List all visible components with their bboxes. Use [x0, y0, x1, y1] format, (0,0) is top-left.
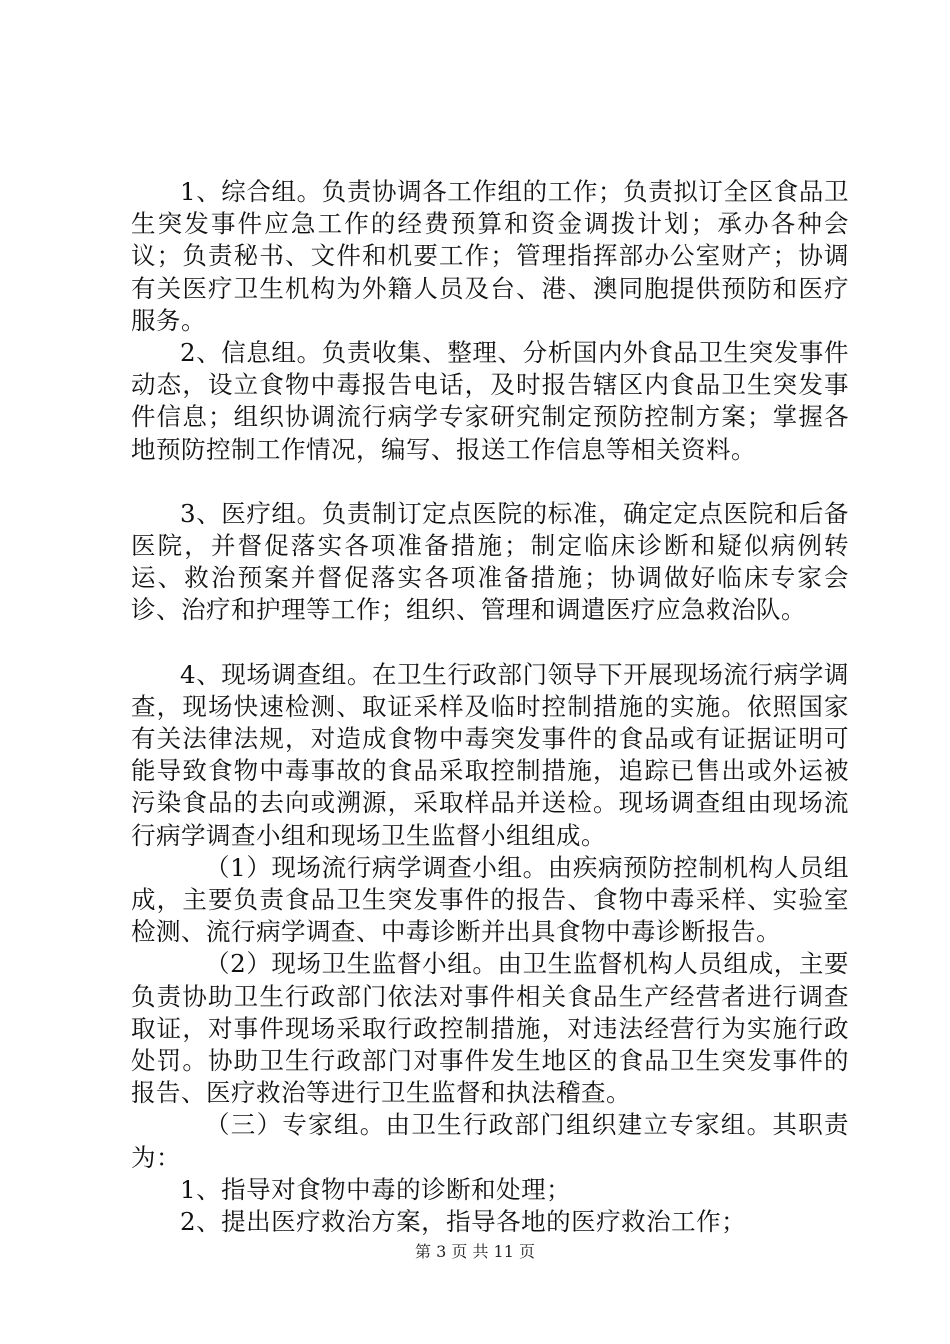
paragraph-supervision-subgroup: （2）现场卫生监督小组。由卫生监督机构人员组成，主要负责协助卫生行政部门依法对事件相关食品生产经营者进行调查取证，对事件现场采取行政控制措施，对违法经营行为实施行政处罚。协助卫生行政部门对事件发生地区的食品卫生突发事件的报告、医疗救治等进行卫生监督和执法稽查。: [131, 949, 849, 1108]
paragraph-expert-group: （三）专家组。由卫生行政部门组织建立专家组。其职责为：: [131, 1110, 849, 1172]
paragraph-field-investigation-group: 4、现场调查组。在卫生行政部门领导下开展现场流行病学调查，现场快速检测、取证采样及临时控制措施的实施。依照国家有关法律法规，对造成食物中毒突发事件的食品或有证据证明可能导致食物中毒事故的食品采取控制措施，追踪已售出或外运被污染食品的去向或溯源，采取样品并送检。现场调查组由现场流行病学调查小组和现场卫生监督小组组成。: [131, 659, 849, 850]
page-number-footer: 第 3 页 共 11 页: [415, 1242, 535, 1261]
paragraph-general-group: 1、综合组。负责协调各工作组的工作；负责拟订全区食品卫生突发事件应急工作的经费预算和资金调拨计划；承办各种会议；负责秘书、文件和机要工作；管理指挥部办公室财产；协调有关医疗卫生机构为外籍人员及台、港、澳同胞提供预防和医疗服务。: [131, 177, 849, 335]
list-item-duty-2: 2、提出医疗救治方案，指导各地的医疗救治工作；: [180, 1207, 747, 1237]
list-item-duty-1: 1、指导对食物中毒的诊断和处理；: [180, 1174, 572, 1204]
paragraph-medical-group: 3、医疗组。负责制订定点医院的标准，确定定点医院和后备医院，并督促落实各项准备措施；制定临床诊断和疑似病例转运、救治预案并督促落实各项准备措施；协调做好临床专家会诊、治疗和护理等工作；组织、管理和调遣医疗应急救治队。: [131, 498, 849, 625]
paragraph-information-group: 2、信息组。负责收集、整理、分析国内外食品卫生突发事件动态，设立食物中毒报告电话，及时报告辖区内食品卫生突发事件信息；组织协调流行病学专家研究制定预防控制方案；掌握各地预防控制工作情况，编写、报送工作信息等相关资料。: [131, 338, 849, 464]
paragraph-epidemiology-subgroup: （1）现场流行病学调查小组。由疾病预防控制机构人员组成，主要负责食品卫生突发事件的报告、食物中毒采样、实验室检测、流行病学调查、中毒诊断并出具食物中毒诊断报告。: [131, 852, 849, 947]
document-body: [131, 176, 849, 1238]
